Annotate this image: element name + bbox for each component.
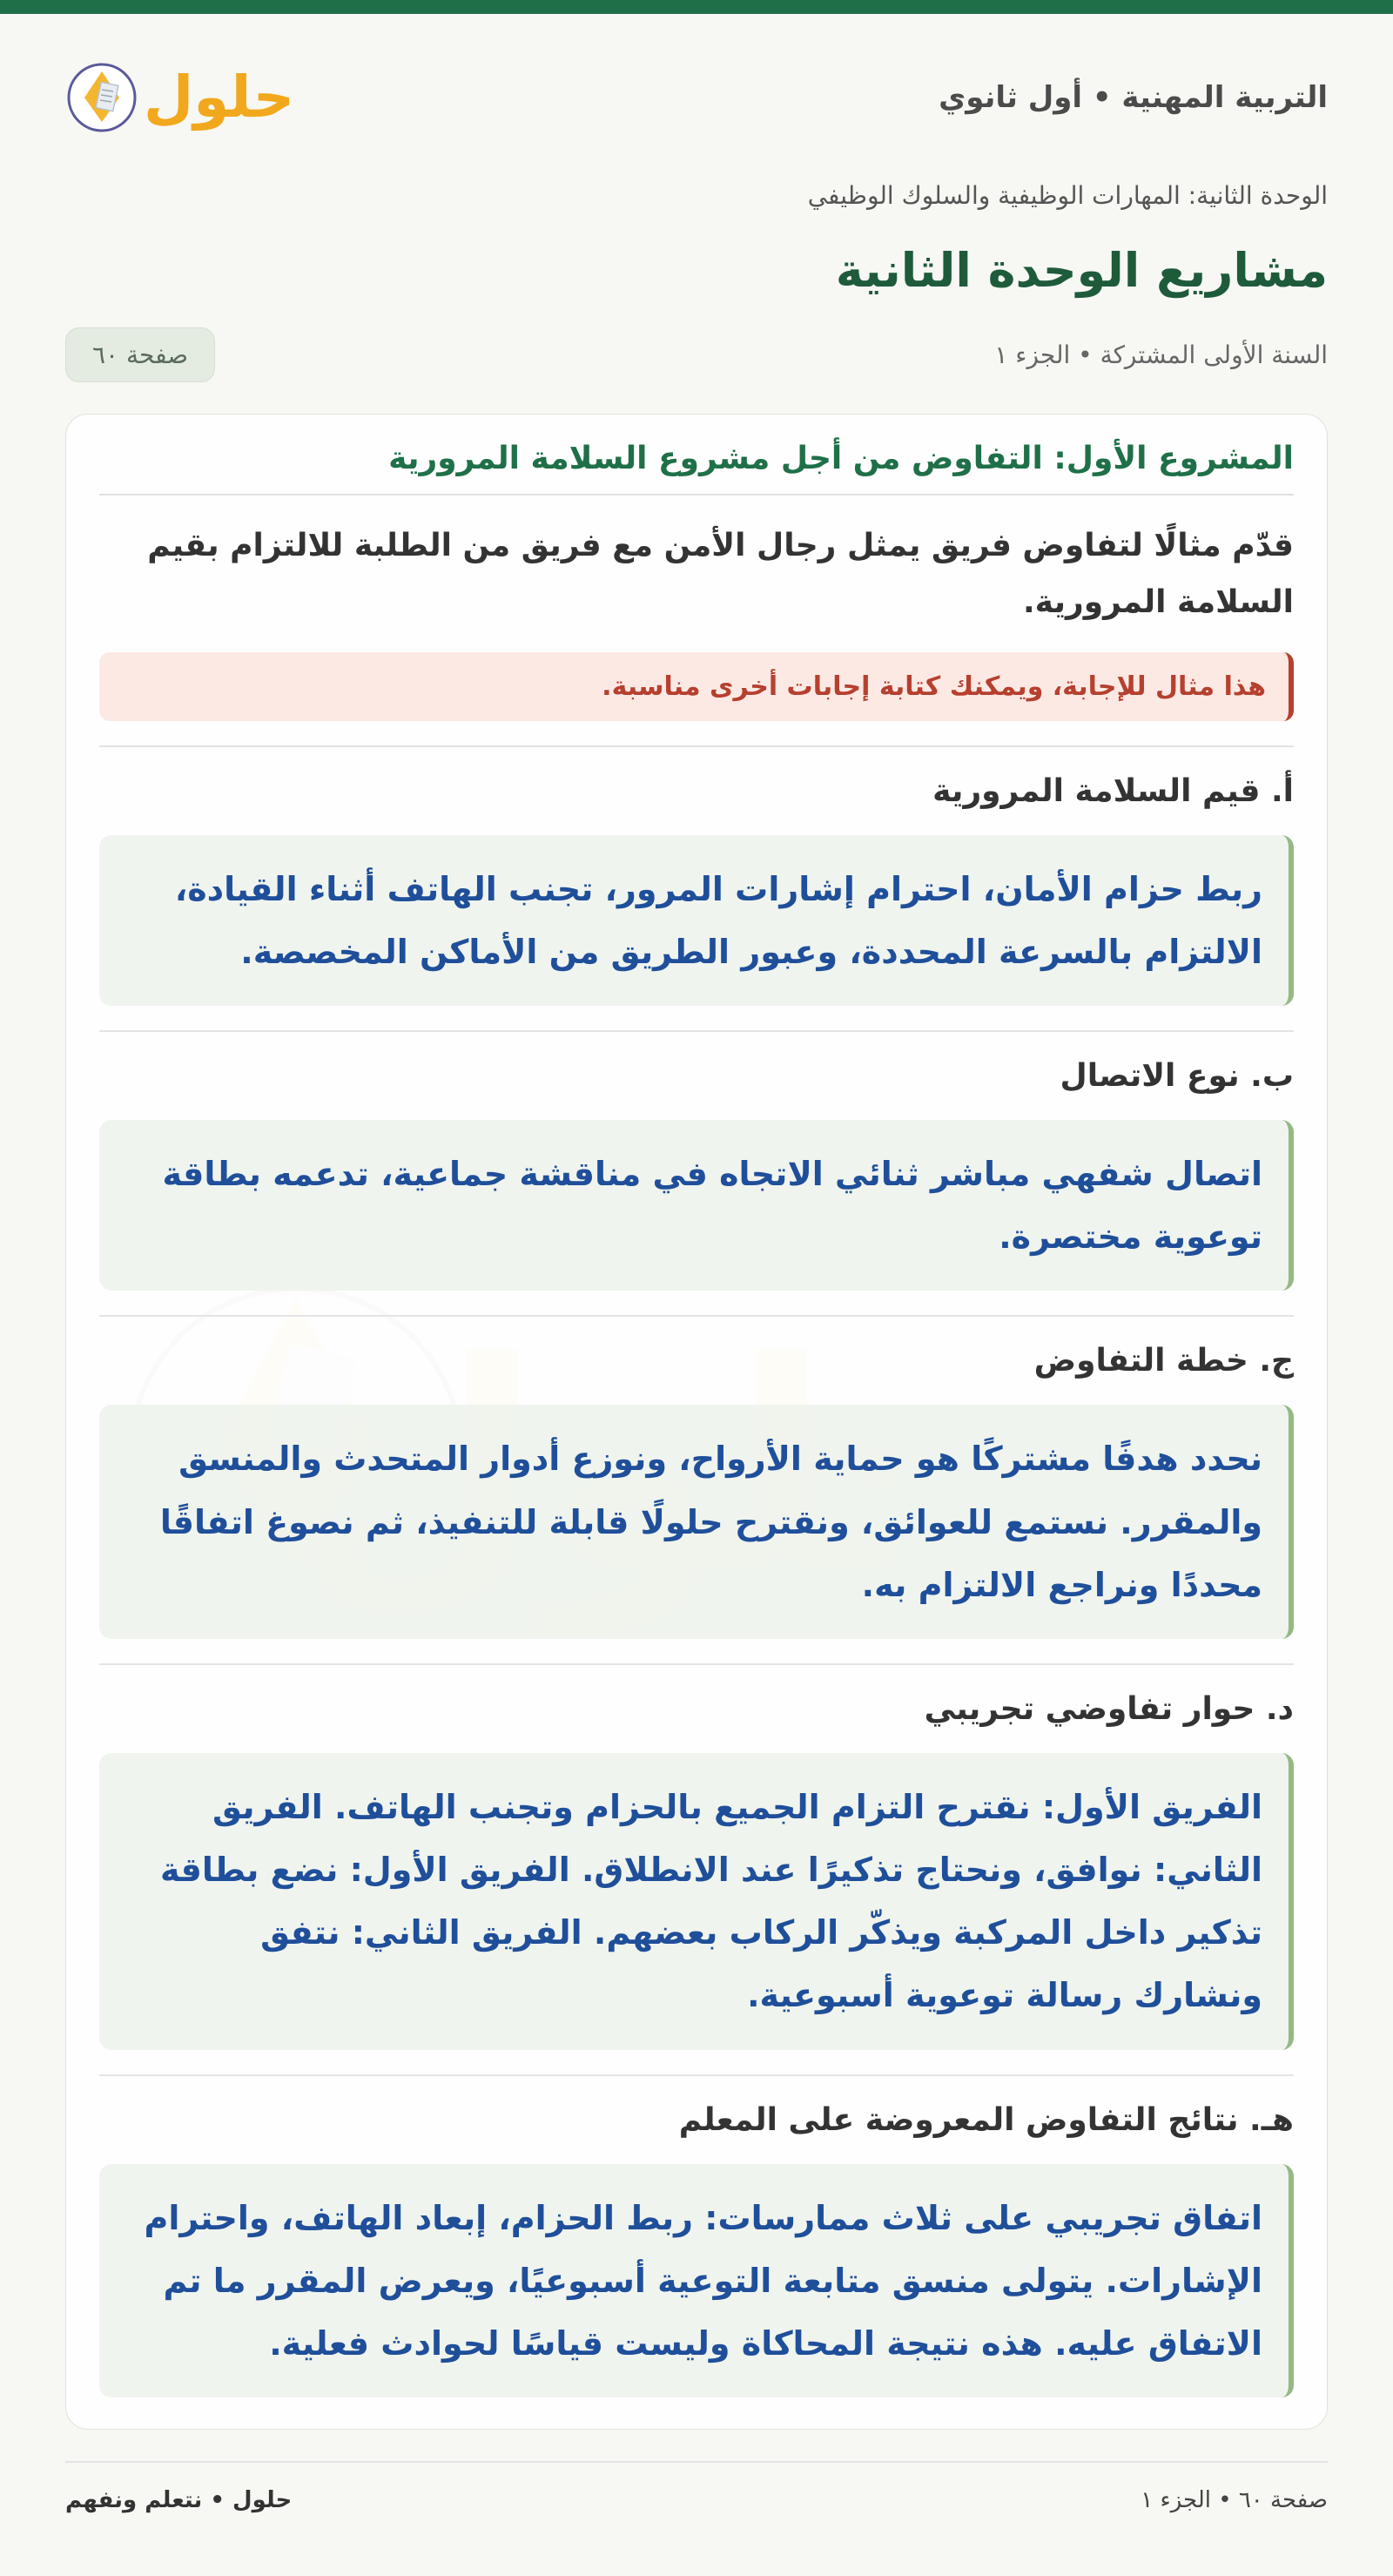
footer-page-info: صفحة ٦٠ • الجزء ١	[1141, 2487, 1328, 2514]
section-negotiation-plan	[99, 1315, 1294, 1639]
section-trial-dialogue	[99, 1663, 1294, 2050]
logo-text: حلول	[144, 64, 295, 131]
answer-note: هذا مثال للإجابة، ويمكنك كتابة إجابات أخرى مناسبة.	[99, 652, 1294, 721]
section-title: أ. قيم السلامة المرورية	[932, 772, 1294, 809]
brand-logo[interactable]	[65, 61, 294, 134]
project-card	[65, 414, 1328, 2430]
section-title: ج. خطة التفاوض	[1033, 1343, 1294, 1379]
section-title: ب. نوع الاتصال	[1060, 1057, 1294, 1094]
top-accent-bar	[0, 0, 1393, 14]
meta-row	[65, 327, 1328, 382]
page-number-badge: صفحة ٦٠	[65, 327, 215, 382]
project-title: المشروع الأول: التفاوض من أجل مشروع السلامة المرورية	[99, 441, 1294, 496]
footer-divider	[65, 2461, 1328, 2463]
section-title: هـ. نتائج التفاوض المعروضة على المعلم	[678, 2101, 1294, 2138]
page-title: مشاريع الوحدة الثانية	[835, 243, 1328, 298]
subject-title: التربية المهنية • أول ثانوي	[939, 80, 1328, 115]
project-prompt: قدّم مثالًا لتفاوض فريق يمثل رجال الأمن مع فريق من الطلبة للالتزام بقيم السلامة المرورية.	[147, 528, 1294, 620]
page-footer	[65, 2487, 1328, 2513]
section-title: د. حوار تفاوضي تجريبي	[924, 1690, 1294, 1727]
section-answer: ربط حزام الأمان، احترام إشارات المرور، تجنب الهاتف أثناء القيادة، الالتزام بالسرعة المحددة، وعبور الطريق من الأماكن المخصصة.	[99, 835, 1294, 1006]
grade-info: السنة الأولى المشتركة • الجزء ١	[994, 341, 1328, 369]
section-communication-type	[99, 1030, 1294, 1291]
section-answer: اتصال شفهي مباشر ثنائي الاتجاه في مناقشة جماعية، تدعمه بطاقة توعوية مختصرة.	[99, 1120, 1294, 1291]
section-negotiation-results	[99, 2074, 1294, 2398]
section-traffic-values	[99, 745, 1294, 1006]
section-answer: نحدد هدفًا مشتركًا هو حماية الأرواح، ونوزع أدوار المتحدث والمنسق والمقرر. نستمع للعوائق، ونقترح حلولًا قابلة للتنفيذ، ثم نصوغ اتفاقًا محددًا ونراجع الالتزام به.	[99, 1405, 1294, 1639]
section-answer: اتفاق تجريبي على ثلاث ممارسات: ربط الحزام، إبعاد الهاتف، واحترام الإشارات. يتولى منسق متابعة التوعية أسبوعيًا، ويعرض المقرر ما تم الاتفاق عليه. هذه نتيجة المحاكاة وليست قياسًا لحوادث فعلية.	[99, 2164, 1294, 2398]
logo-emblem-icon	[65, 61, 138, 134]
unit-subtitle: الوحدة الثانية: المهارات الوظيفية والسلوك الوظيفي	[807, 181, 1328, 210]
page-header	[65, 14, 1328, 181]
footer-brand: حلول • نتعلم ونفهم	[65, 2487, 293, 2514]
section-answer: الفريق الأول: نقترح التزام الجميع بالحزام وتجنب الهاتف. الفريق الثاني: نوافق، ونحتاج تذكيرًا عند الانطلاق. الفريق الأول: نضع بطاقة تذكير داخل المركبة ويذكّر الركاب بعضهم. الفريق الثاني: نتفق ونشارك رسالة توعوية أسبوعية.	[99, 1753, 1294, 2050]
